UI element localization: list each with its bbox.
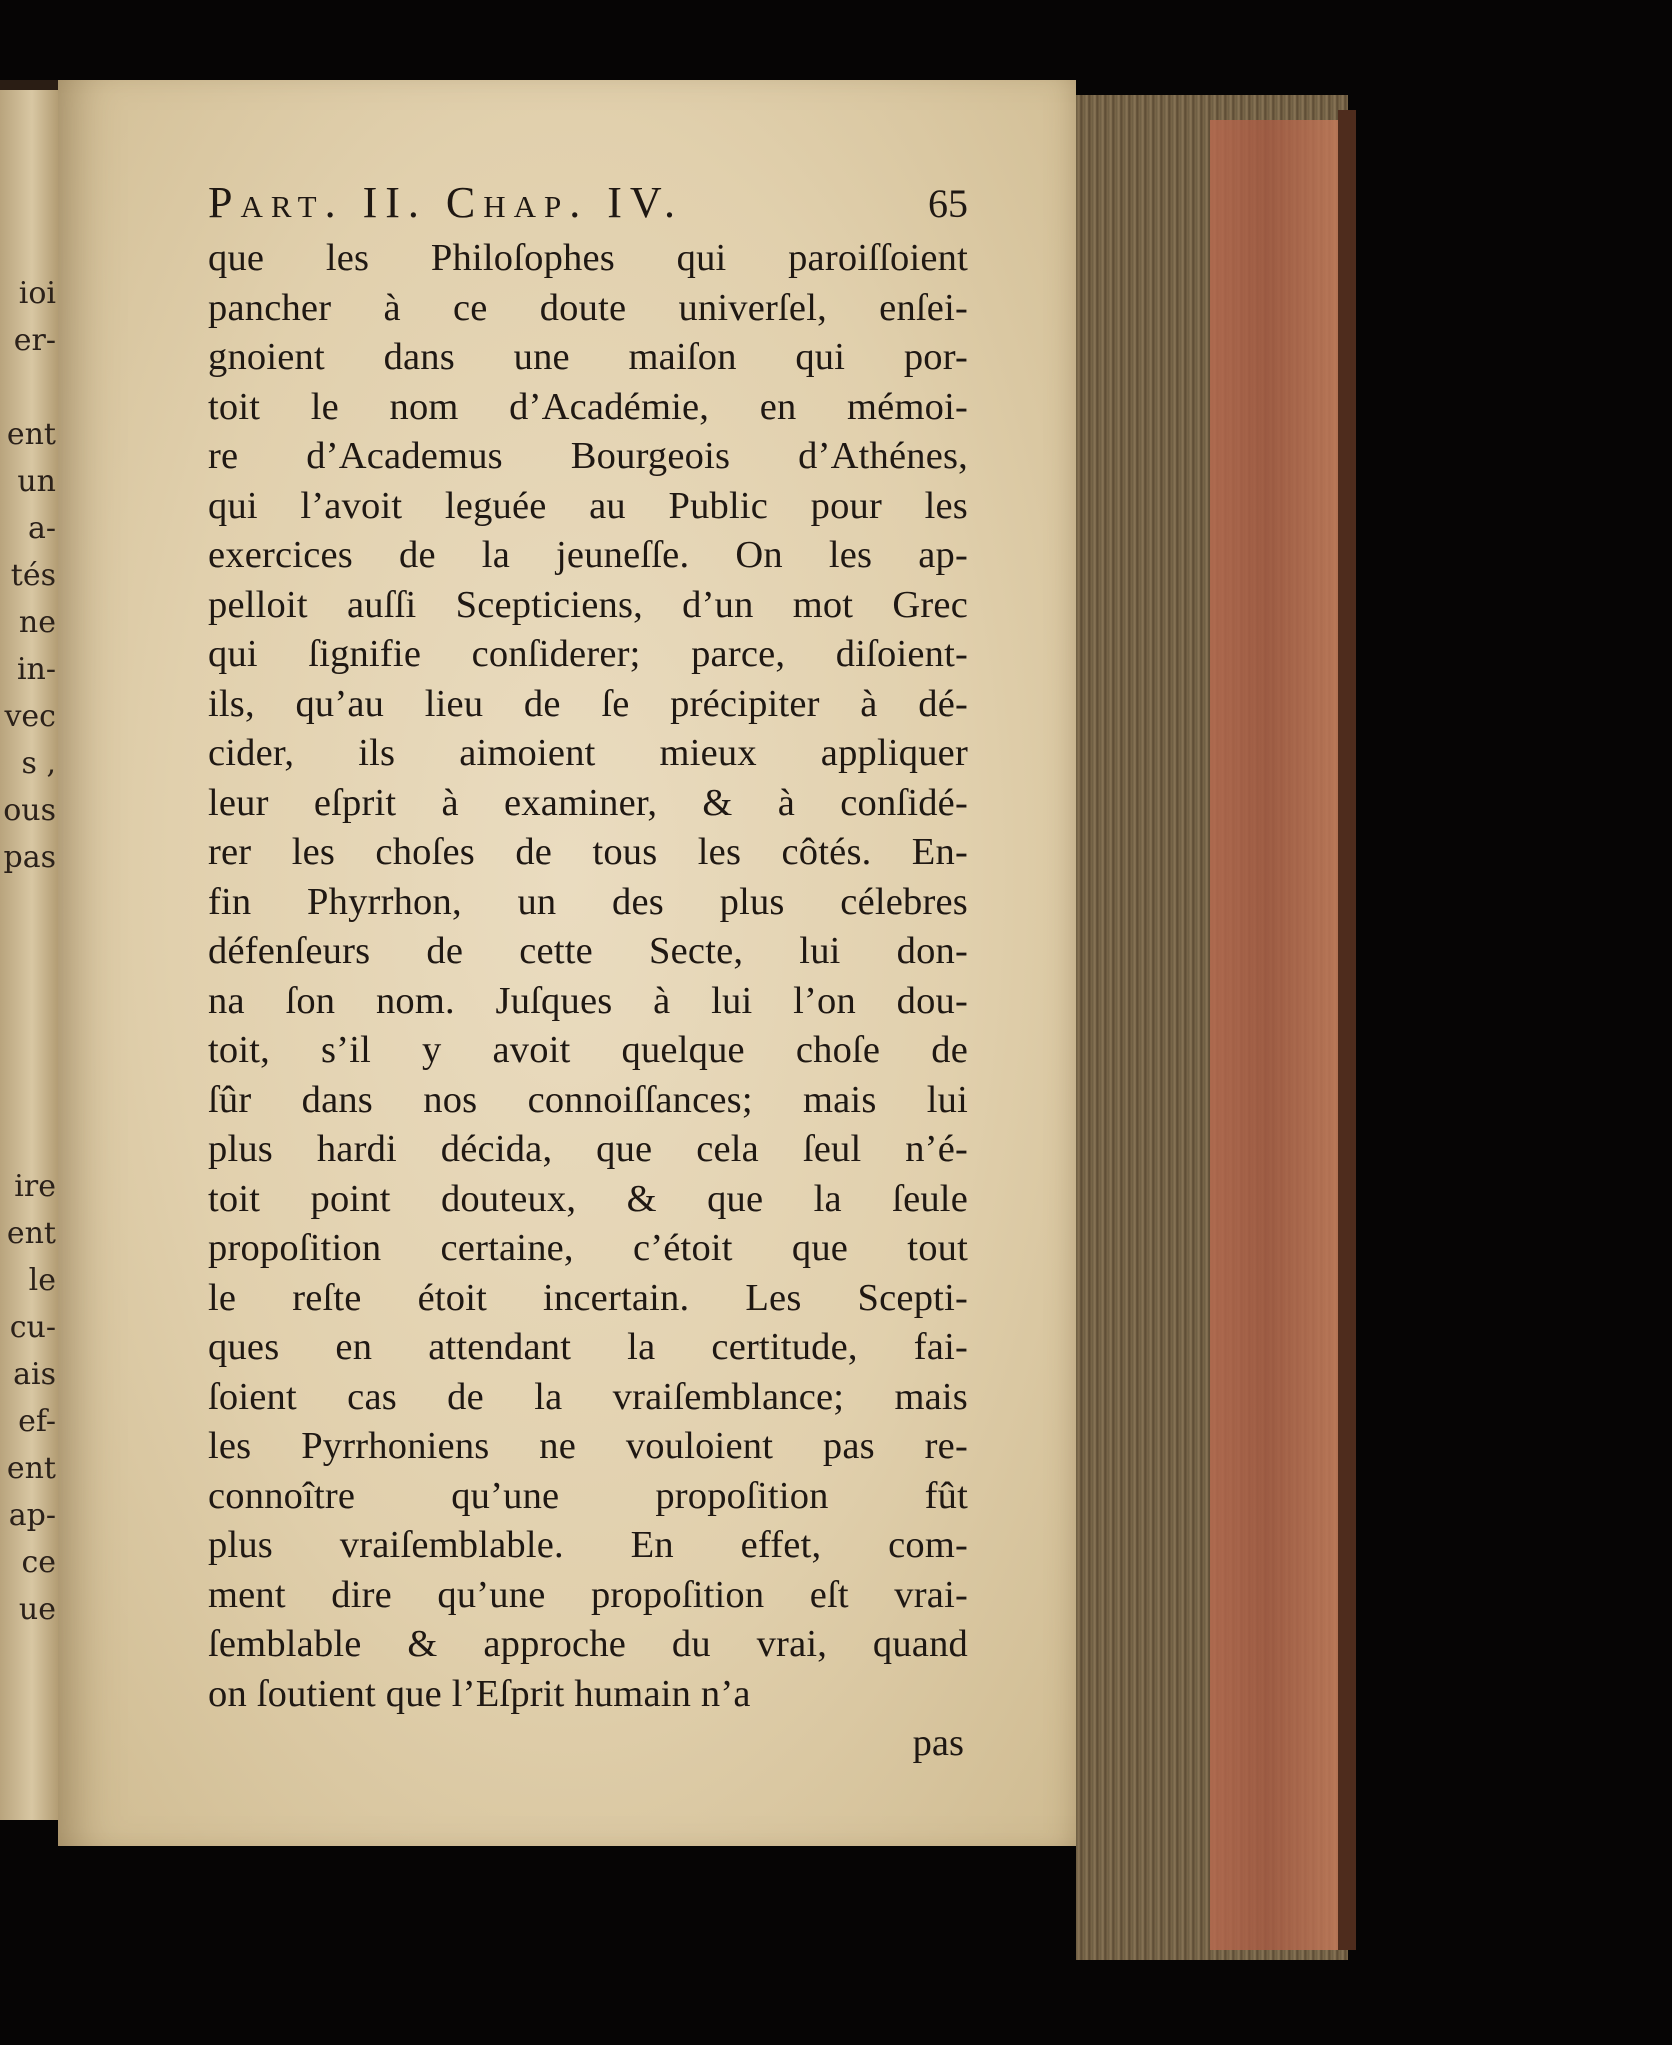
- page-text-block: [208, 172, 968, 1769]
- facing-page-line-fragment: ef-: [18, 1404, 56, 1439]
- text-line: ſemblable & approche du vrai, quand: [208, 1623, 968, 1665]
- facing-page-line-fragment: cu-: [9, 1310, 56, 1345]
- facing-page-line-fragment: er-: [13, 323, 56, 358]
- text-line: plus vraiſemblable. En effet, com-: [208, 1524, 968, 1566]
- text-line: propoſition certaine, c’étoit que tout: [208, 1227, 968, 1269]
- text-line: que les Philoſophes qui paroiſſoient: [208, 237, 968, 279]
- facing-page-text-fragments: [0, 270, 56, 1633]
- facing-page-line-fragment: [0, 364, 56, 411]
- facing-page-line-fragment: [0, 1022, 56, 1069]
- facing-page-line-fragment: ent: [6, 1451, 56, 1486]
- text-line: ſoient cas de la vraiſemblance; mais: [208, 1375, 968, 1418]
- text-line: toit, s’il y avoit quelque choſe de: [208, 1029, 968, 1071]
- facing-page-left: [0, 90, 58, 1820]
- text-line: défenſeurs de cette Secte, lui don-: [208, 930, 968, 972]
- facing-page-line-fragment: [0, 975, 56, 1022]
- text-line: re d’Academus Bourgeois d’Athénes,: [208, 435, 968, 477]
- text-line: rer les choſes de tous les côtés. En-: [208, 831, 968, 873]
- page-number: 65: [928, 181, 968, 226]
- text-line: ſûr dans nos connoiſſances; mais lui: [208, 1078, 968, 1121]
- facing-page-line-fragment: ous: [3, 793, 56, 828]
- facing-page-line-fragment: ais: [13, 1357, 56, 1392]
- text-line: plus hardi décida, que cela ſeul n’é-: [208, 1128, 968, 1170]
- facing-page-line-fragment: ue: [18, 1592, 56, 1627]
- text-line: pelloit auſſi Scepticiens, d’un mot Grec: [208, 583, 968, 626]
- text-line: ques en attendant la certitude, fai-: [208, 1326, 968, 1368]
- facing-page-line-fragment: ce: [21, 1545, 56, 1580]
- text-line: cider, ils aimoient mieux appliquer: [208, 732, 968, 774]
- text-line: le reſte étoit incertain. Les Scepti-: [208, 1276, 968, 1319]
- text-line: toit le nom d’Académie, en mémoi-: [208, 385, 968, 428]
- text-line: pancher à ce doute univerſel, enſei-: [208, 286, 968, 329]
- text-line: qui ſignifie conſiderer; parce, diſoient-: [208, 633, 968, 675]
- facing-page-line-fragment: [0, 928, 56, 975]
- text-line: gnoient dans une maiſon qui por-: [208, 336, 968, 378]
- facing-page-line-fragment: ne: [18, 605, 56, 640]
- facing-page-line-fragment: ent: [6, 1216, 56, 1251]
- facing-page-line-fragment: [0, 1116, 56, 1163]
- facing-page-line-fragment: in-: [16, 652, 56, 687]
- facing-page-line-fragment: a-: [27, 511, 56, 546]
- facing-page-line-fragment: [0, 881, 56, 928]
- running-head: [208, 172, 968, 234]
- catchword: pas: [912, 1722, 964, 1764]
- text-line: ils, qu’au lieu de ſe précipiter à dé-: [208, 682, 968, 725]
- facing-page-line-fragment: le: [28, 1263, 56, 1298]
- facing-page-line-fragment: pas: [3, 840, 56, 875]
- running-head-title: Part. II. Chap. IV.: [208, 178, 684, 227]
- facing-page-line-fragment: vec: [4, 699, 56, 734]
- cover-board-edge: [1338, 110, 1356, 1950]
- text-line: qui l’avoit leguée au Public pour les: [208, 484, 968, 527]
- facing-page-line-fragment: ire: [14, 1169, 56, 1204]
- facing-page-line-fragment: ent: [6, 417, 56, 452]
- red-sprinkled-fore-edge: [1210, 120, 1338, 1950]
- facing-page-line-fragment: ioi: [18, 276, 56, 311]
- text-line: exercices de la jeuneſſe. On les ap-: [208, 534, 968, 576]
- book-page-65: [58, 80, 1076, 1846]
- body-text: [208, 234, 968, 1719]
- text-line: connoître qu’une propoſition fût: [208, 1474, 968, 1517]
- facing-page-line-fragment: [0, 1069, 56, 1116]
- facing-page-line-fragment: tés: [10, 558, 56, 593]
- text-line: leur eſprit à examiner, & à conſidé-: [208, 781, 968, 824]
- facing-page-line-fragment: un: [17, 464, 56, 499]
- text-line: na ſon nom. Juſques à lui l’on dou-: [208, 979, 968, 1022]
- text-line: les Pyrrhoniens ne vouloient pas re-: [208, 1425, 968, 1467]
- facing-page-line-fragment: s ,: [21, 746, 56, 781]
- text-line: toit point douteux, & que la ſeule: [208, 1177, 968, 1220]
- text-line: on ſoutient que l’Eſprit humain n’a: [208, 1672, 751, 1715]
- text-line: ment dire qu’une propoſition eſt vrai-: [208, 1573, 968, 1616]
- facing-page-line-fragment: ap-: [8, 1498, 56, 1533]
- text-line: fin Phyrrhon, un des plus célebres: [208, 880, 968, 923]
